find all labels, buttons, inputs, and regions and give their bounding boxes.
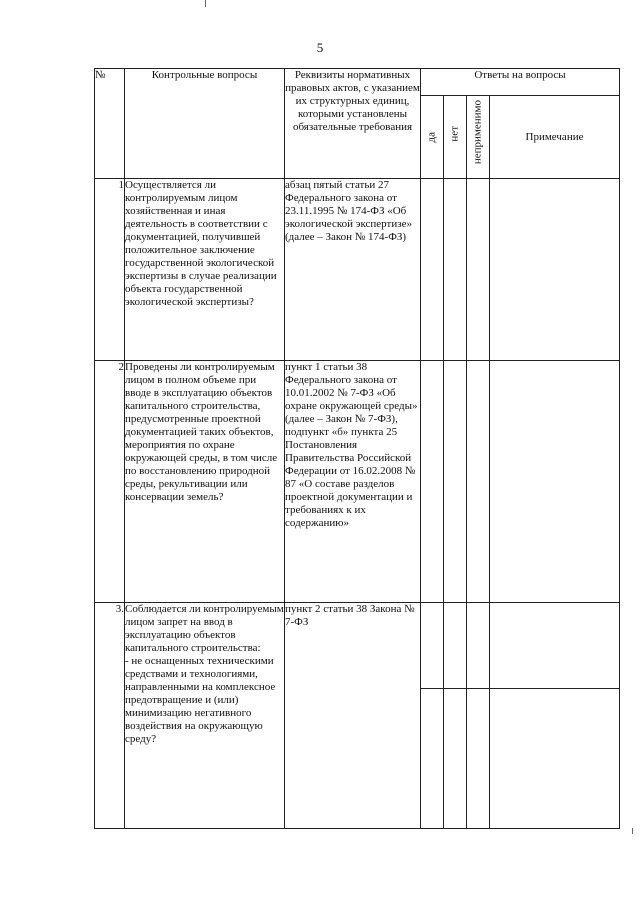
answer-not-applicable-cell[interactable] [467, 179, 490, 361]
table-row [95, 179, 620, 361]
header-yes-label: да [425, 131, 438, 142]
table-row-split-top [95, 603, 620, 689]
row-question: Соблюдается ли контролируемым лицом запрет на ввод в эксплуатацию объектов капитального строительства: - не оснащенных техническими средствами и технологиями, направленными на комплексное предотвращение и (или) минимизацию негативного воздействия на окружающую среду? [125, 603, 285, 829]
answer-not-applicable-cell[interactable] [467, 689, 490, 829]
row-requisites: абзац пятый статьи 27 Федерального закона от 23.11.1995 № 174-ФЗ «Об экологической экспертизе» (далее – Закон № 174-ФЗ) [285, 179, 421, 361]
answer-no-cell[interactable] [444, 361, 467, 603]
header-note: Примечание [490, 96, 620, 179]
answer-no-cell[interactable] [444, 179, 467, 361]
row-question: Проведены ли контролируемым лицом в полном объеме при вводе в эксплуатацию объектов капитального строительства, предусмотренные проектной документацией таких объектов, мероприятия по охране окружающей среды, в том числе по восстановлению природной среды, рекультивации или консервации земель? [125, 361, 285, 603]
row-requisites: пункт 2 статьи 38 Закона № 7-ФЗ [285, 603, 421, 829]
scan-mark-right [632, 828, 633, 834]
answer-note-cell[interactable] [490, 603, 620, 689]
table-header-row [95, 69, 620, 96]
answer-note-cell[interactable] [490, 361, 620, 603]
row-num: 3. [95, 603, 125, 829]
header-not-applicable [467, 96, 490, 179]
header-yes [421, 96, 444, 179]
page-number: 5 [316, 40, 324, 55]
answer-note-cell[interactable] [490, 179, 620, 361]
header-question: Контрольные вопросы [125, 69, 285, 179]
header-no-label: нет [448, 126, 461, 142]
row-requisites: пункт 1 статьи 38 Федерального закона от 10.01.2002 № 7-ФЗ «Об охране окружающей среды» (далее – Закон № 7-ФЗ), подпункт «б» пункта 25 Постановления Правительства Российской Федерации от 16.02.2008 № 87 «О составе разделов проектной документации и требованиях к их содержанию» [285, 361, 421, 603]
table-row [95, 361, 620, 603]
control-questions-table [94, 68, 620, 829]
answer-no-cell[interactable] [444, 603, 467, 689]
answer-note-cell[interactable] [490, 689, 620, 829]
row-num: 1 [95, 179, 125, 361]
row-num: 2 [95, 361, 125, 603]
scan-mark-top [205, 0, 206, 7]
answer-yes-cell[interactable] [421, 361, 444, 603]
answer-not-applicable-cell[interactable] [467, 361, 490, 603]
header-no [444, 96, 467, 179]
header-answers: Ответы на вопросы [421, 69, 620, 96]
answer-no-cell[interactable] [444, 689, 467, 829]
header-not-applicable-label: неприменимо [471, 100, 484, 165]
answer-not-applicable-cell[interactable] [467, 603, 490, 689]
answer-yes-cell[interactable] [421, 179, 444, 361]
row-question: Осуществляется ли контролируемым лицом хозяйственная и иная деятельность в соответствии с документацией, получившей положительное заключение государственной экологической экспертизы в случае реализации объекта государственной экологической экспертизы? [125, 179, 285, 361]
answer-yes-cell[interactable] [421, 603, 444, 689]
header-num: № [95, 69, 125, 179]
header-requisites: Реквизиты нормативных правовых актов, с указанием их структурных единиц, которыми установлены обязательные требования [285, 69, 421, 179]
answer-yes-cell[interactable] [421, 689, 444, 829]
